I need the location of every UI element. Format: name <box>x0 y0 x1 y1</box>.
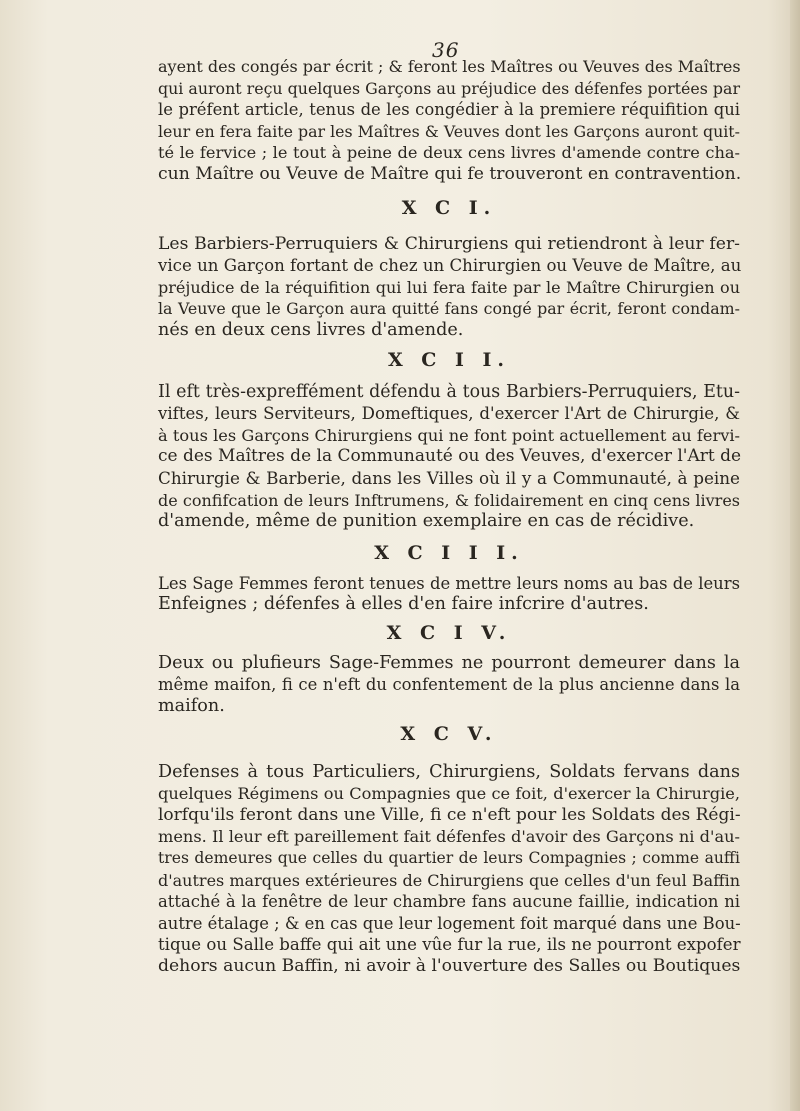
text-line: Enfeignes ; défenfes à elles d'en faire infcrire d'autres. <box>158 594 649 615</box>
text-line: d'autres marques extérieures de Chirurgiens que celles d'un feul Baffin <box>158 870 740 890</box>
page-number: 36 <box>432 38 460 62</box>
text-line: leur en fera faite par les Maîtres & Veuves dont les Garçons auront quit- <box>158 121 740 141</box>
text-line: Les Barbiers-Perruquiers & Chirurgiens qui retiendront à leur fer- <box>158 233 740 254</box>
text-line: à tous les Garçons Chirurgiens qui ne font point actuellement au fervi- <box>158 425 740 445</box>
text-line: tres demeures que celles du quartier de leurs Compagnies ; comme auffi <box>158 849 740 868</box>
text-line: attaché à la fenêtre de leur chambre fans aucune faillie, indication ni <box>158 892 740 912</box>
text-line: Il eft très-expreffément défendu à tous Barbiers-Perruquiers, Etu- <box>158 381 740 402</box>
text-line: Deux ou plufieurs Sage-Femmes ne pourront demeurer dans la <box>158 652 740 673</box>
text-line: Chirurgie & Barberie, dans les Villes où il y a Communauté, à peine <box>158 467 740 488</box>
article-paragraph <box>158 234 740 342</box>
text-line: vice un Garçon fortant de chez un Chirurgien ou Veuve de Maître, au <box>158 256 742 276</box>
text-line: Defenses à tous Particuliers, Chirurgiens, Soldats fervans dans <box>158 761 740 782</box>
text-line: le préfent article, tenus de les congédier à la premiere réquifition qui <box>158 100 740 120</box>
text-line: même maifon, fi ce n'eft du confentement de la plus ancienne dans la <box>158 675 740 695</box>
article-heading: X C I I. <box>387 348 511 371</box>
text-line: cun Maître ou Veuve de Maître qui fe trouveront en contravention. <box>158 163 742 184</box>
article-heading: X C V. <box>400 722 498 745</box>
intro-paragraph <box>158 56 740 186</box>
text-line: quelques Régimens ou Compagnies que ce foit, d'exercer la Chirurgie, <box>158 784 740 804</box>
text-line: qui auront reçu quelques Garçons au préjudice des défenfes portées par <box>158 78 740 98</box>
text-line: té le fervice ; le tout à peine de deux cens livres d'amende contre cha- <box>158 143 740 163</box>
text-line: Les Sage Femmes feront tenues de mettre leurs noms au bas de leurs <box>158 573 740 593</box>
article-paragraph <box>158 382 740 533</box>
article-heading: X C I. <box>401 196 497 219</box>
article-heading: X C I I I. <box>374 541 524 564</box>
page-edge <box>790 0 800 1111</box>
text-line: préjudice de la réquifition qui lui fera faite par le Maître Chirurgien ou <box>158 277 740 297</box>
text-line: d'amende, même de punition exemplaire en cas de récidive. <box>158 511 695 532</box>
text-line: lorfqu'ils feront dans une Ville, fi ce n'eft pour les Soldats des Régi- <box>158 804 741 825</box>
text-line: ayent des congés par écrit ; & feront les Maîtres ou Veuves des Maîtres <box>158 57 741 76</box>
text-line: dehors aucun Baffin, ni avoir à l'ouverture des Salles ou Boutiques <box>158 956 741 976</box>
text-line: tique ou Salle baffe qui ait une vûe fur la rue, ils ne pourront expofer <box>158 935 741 955</box>
article-paragraph <box>158 653 740 718</box>
article-paragraph <box>158 573 740 616</box>
text-line: la Veuve que le Garçon aura quitté fans congé par écrit, feront condam- <box>158 299 740 319</box>
article-heading: X C I V. <box>386 621 512 644</box>
article-paragraph <box>158 762 740 978</box>
text-line: de confifcation de leurs Inftrumens, & folidairement en cinq cens livres <box>158 490 740 510</box>
text-line: nés en deux cens livres d'amende. <box>158 319 464 340</box>
text-line: autre étalage ; & en cas que leur logement foit marqué dans une Bou- <box>158 913 741 933</box>
text-line: maifon. <box>158 696 225 717</box>
text-line: mens. Il leur eft pareillement fait défenfes d'avoir des Garçons ni d'au- <box>158 827 740 847</box>
text-line: viftes, leurs Serviteurs, Domeftiques, d'exercer l'Art de Chirurgie, & <box>158 404 740 424</box>
text-line: ce des Maîtres de la Communauté ou des Veuves, d'exercer l'Art de <box>158 446 742 467</box>
text-body <box>158 56 740 978</box>
